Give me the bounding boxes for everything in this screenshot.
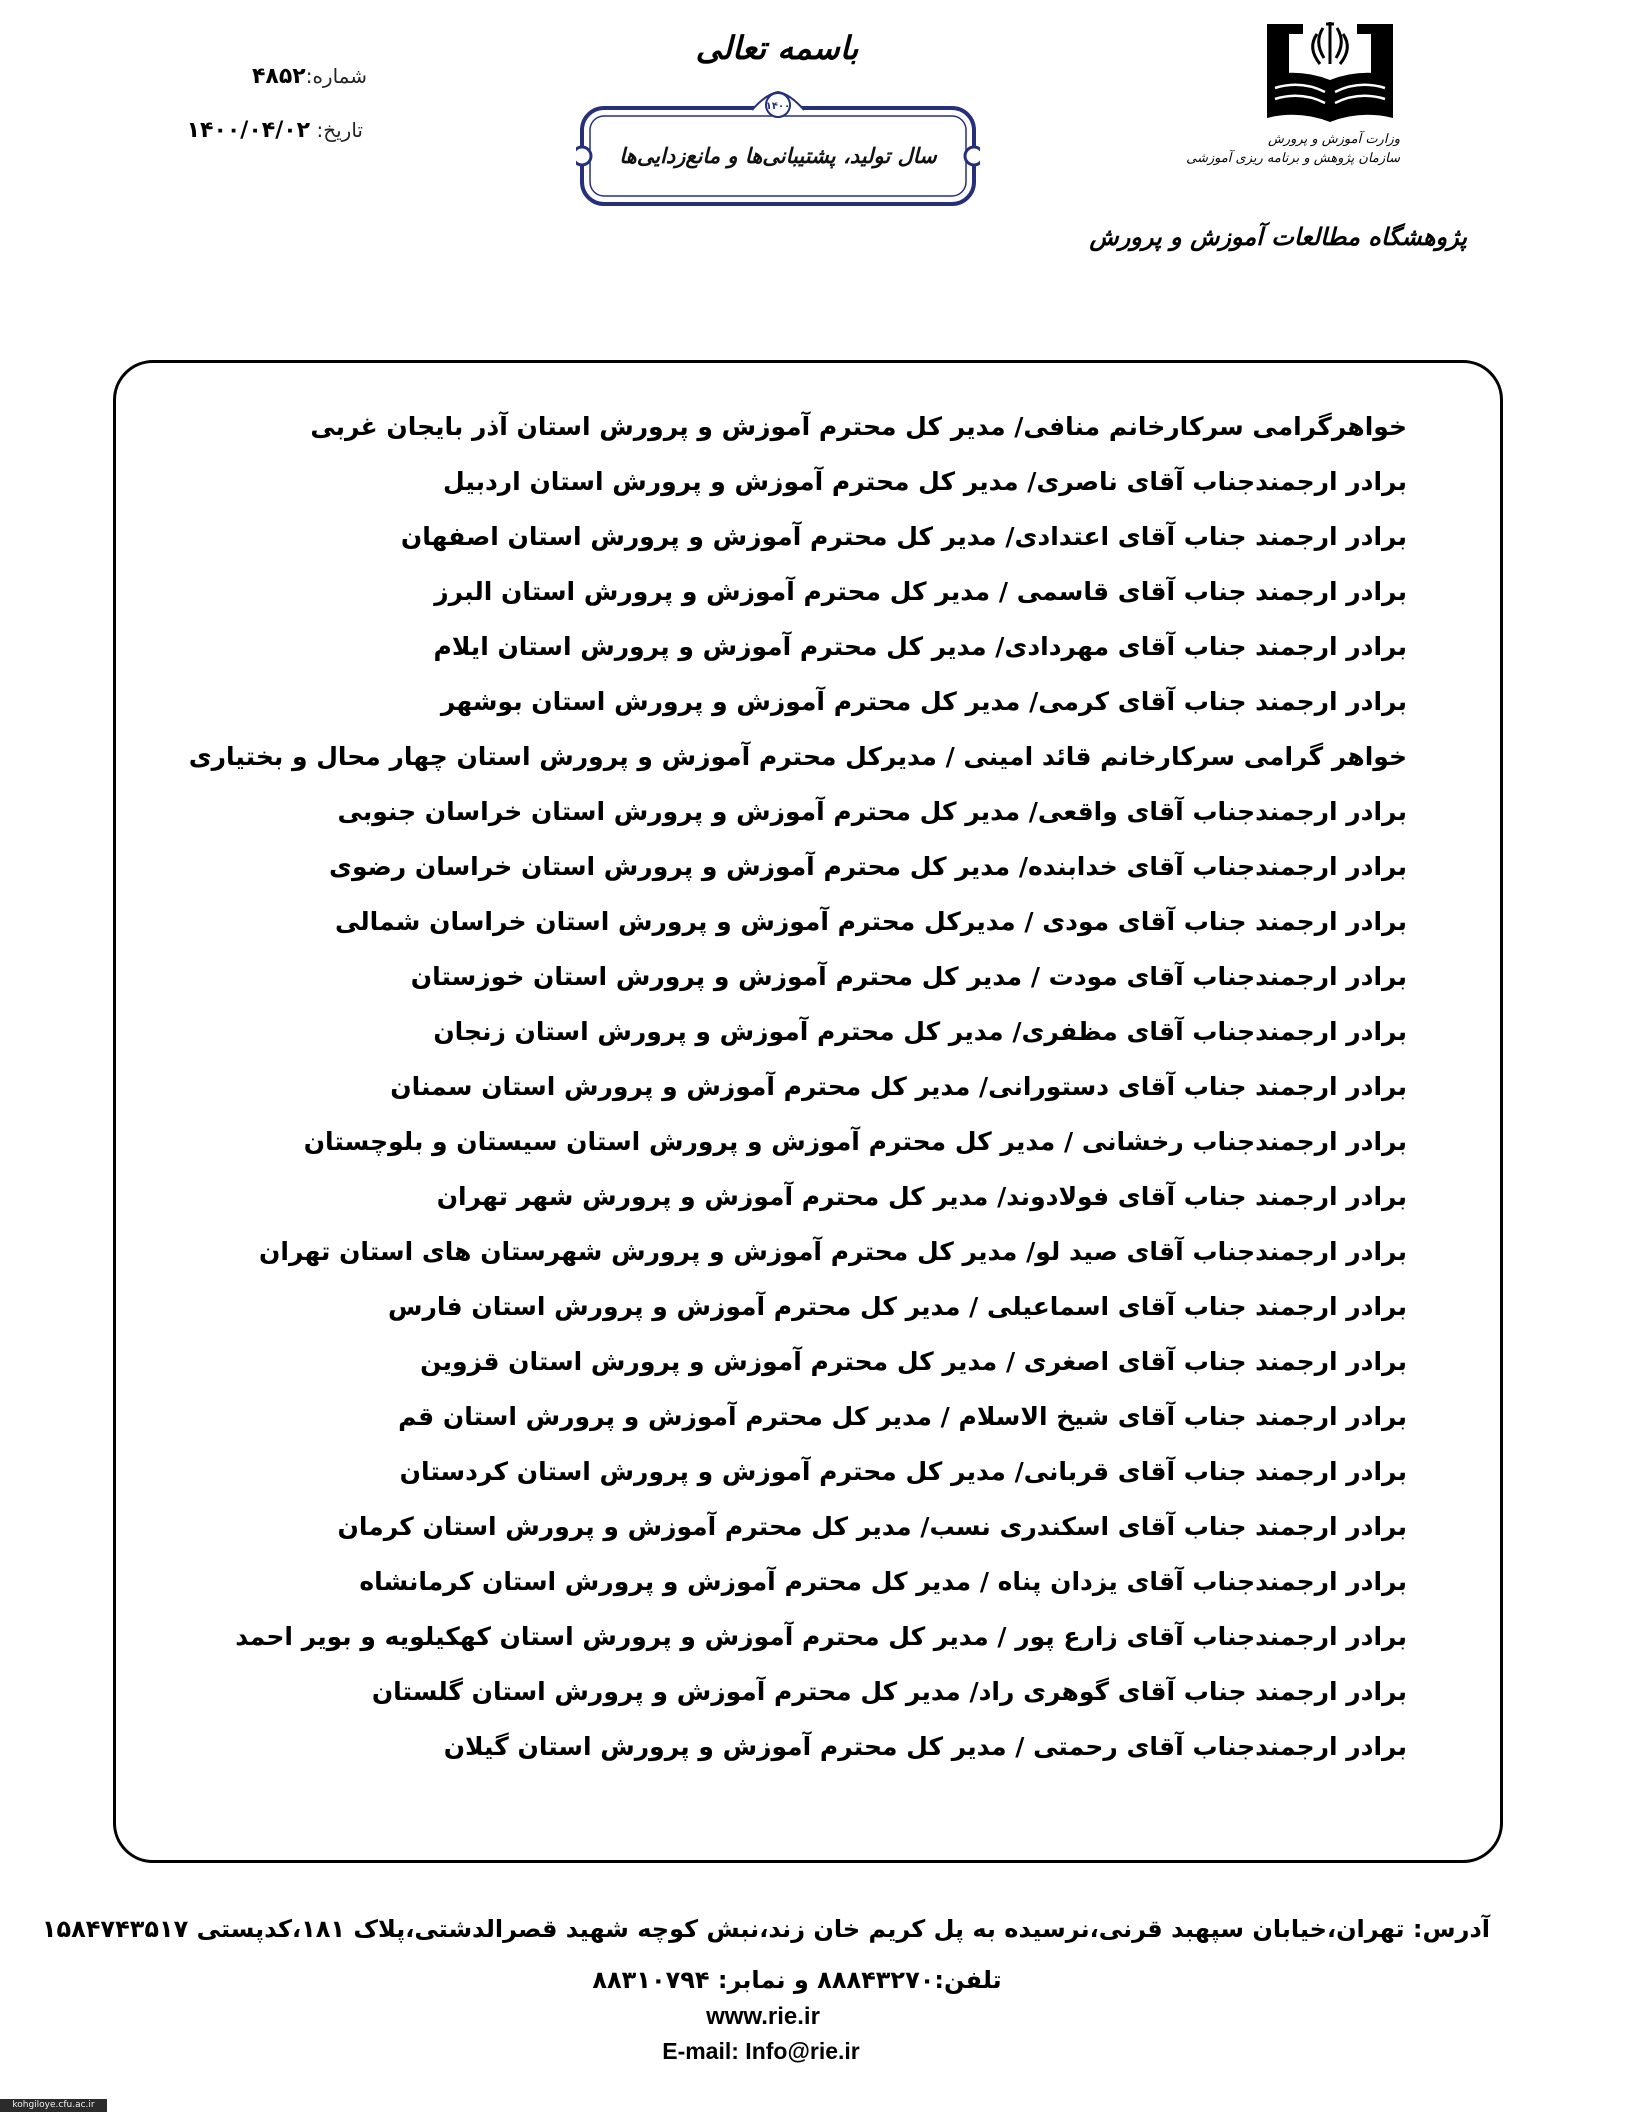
recipient-line: برادر ارجمندجناب آقای یزدان پناه / مدیر کل محترم آموزش و پرورش استان کرمانشاه bbox=[359, 1567, 1407, 1596]
ministry-caption bbox=[1186, 130, 1400, 168]
recipient-line: برادر ارجمند جناب آقای اعتدادی/ مدیر کل محترم آموزش و پرورش استان اصفهان bbox=[400, 522, 1407, 551]
footer-address: آدرس: تهران،خیابان سپهبد قرنی،نرسیده به پل کریم خان زند،نبش کوچه شهید قصرالدشتی،پلاک ۱۸۱،کدپستی ۱۵۸۴۷۴۳۵۱۷ bbox=[41, 1915, 1490, 1943]
footer-website: www.rie.ir bbox=[706, 2003, 820, 2030]
letter-date-label: تاریخ: bbox=[316, 118, 363, 142]
bismillah-heading: باسمه تعالی bbox=[695, 29, 859, 67]
watermark: kohgiloye.cfu.ac.ir bbox=[0, 2099, 107, 2112]
recipient-line: برادر ارجمند جناب آقای دستورانی/ مدیر کل محترم آموزش و پرورش استان سمنان bbox=[390, 1072, 1407, 1101]
recipient-line: برادر ارجمندجناب آقای رحمتی / مدیر کل محترم آموزش و پرورش استان گیلان bbox=[443, 1732, 1407, 1761]
recipient-line: برادر ارجمند جناب آقای اسکندری نسب/ مدیر کل محترم آموزش و پرورش استان کرمان bbox=[337, 1512, 1407, 1541]
recipient-line: برادر ارجمند جناب آقای کرمی/ مدیر کل محترم آموزش و پرورش استان بوشهر bbox=[440, 687, 1407, 716]
letter-number-value: ۴۸۵۲ bbox=[251, 64, 306, 89]
footer-email: E-mail: Info@rie.ir bbox=[662, 2038, 860, 2064]
ministry-name: وزارت آموزش و پرورش bbox=[1267, 132, 1400, 147]
recipients-list bbox=[116, 363, 1500, 1774]
letter-date bbox=[187, 116, 363, 144]
ministry-logo bbox=[1267, 18, 1393, 122]
recipient-line: برادر ارجمند جناب آقای اصغری / مدیر کل محترم آموزش و پرورش استان قزوین bbox=[420, 1347, 1407, 1376]
logo-left-hook bbox=[1289, 24, 1303, 34]
banner-year-text: ۱۴۰۰ bbox=[765, 101, 791, 112]
letter-number-label: شماره: bbox=[305, 64, 367, 88]
institute-name: پژوهشگاه مطالعات آموزش و پرورش bbox=[1089, 223, 1467, 251]
recipient-line: برادر ارجمندجناب آقای مودت / مدیر کل محترم آموزش و پرورش استان خوزستان bbox=[410, 962, 1407, 991]
recipient-line: برادر ارجمندجناب رخشانی / مدیر کل محترم آموزش و پرورش استان سیستان و بلوچستان bbox=[303, 1127, 1407, 1156]
recipient-line: برادر ارجمند جناب آقای مودی / مدیرکل محترم آموزش و پرورش استان خراسان شمالی bbox=[334, 907, 1407, 936]
recipient-line: خواهر گرامی سرکارخانم قائد امینی / مدیرکل محترم آموزش و پرورش استان چهار محال و بختیاری bbox=[188, 742, 1407, 771]
recipient-line: برادر ارجمند جناب آقای اسماعیلی / مدیر کل محترم آموزش و پرورش استان فارس bbox=[388, 1292, 1407, 1321]
recipient-line: برادر ارجمندجناب آقای صید لو/ مدیر کل محترم آموزش و پرورش شهرستان های استان تهران bbox=[259, 1237, 1407, 1266]
ministry-logo-graphic bbox=[1267, 18, 1393, 122]
recipient-line: برادر ارجمند جناب آقای قربانی/ مدیر کل محترم آموزش و پرورش استان کردستان bbox=[399, 1457, 1407, 1486]
recipient-line: برادر ارجمند جناب آقای قاسمی / مدیر کل محترم آموزش و پرورش استان البرز bbox=[434, 577, 1407, 606]
recipient-line: خواهرگرامی سرکارخانم منافی/ مدیر کل محترم آموزش و پرورش استان آذر بایجان غربی bbox=[310, 412, 1407, 441]
banner-left-ornament bbox=[576, 147, 591, 165]
letter-date-value: ۱۴۰۰/۰۴/۰۲ bbox=[186, 118, 311, 143]
recipient-line: برادر ارجمندجناب آقای زارع پور / مدیر کل محترم آموزش و پرورش استان کهکیلویه و بویر احمد bbox=[235, 1622, 1407, 1651]
ministry-emblem-icon bbox=[1313, 22, 1348, 64]
letter-number bbox=[252, 62, 367, 90]
recipients-box bbox=[113, 360, 1503, 1863]
banner-right-ornament bbox=[965, 147, 980, 165]
logo-right-hook bbox=[1357, 24, 1371, 34]
recipient-line: برادر ارجمند جناب آقای گوهری راد/ مدیر کل محترم آموزش و پرورش استان گلستان bbox=[371, 1677, 1407, 1706]
slogan-banner bbox=[576, 90, 980, 208]
recipient-line: برادر ارجمند جناب آقای فولادوند/ مدیر کل محترم آموزش و پرورش شهر تهران bbox=[436, 1182, 1407, 1211]
recipient-line: برادر ارجمند جناب آقای مهردادی/ مدیر کل محترم آموزش و پرورش استان ایلام bbox=[433, 632, 1407, 661]
recipient-line: برادر ارجمندجناب آقای خدابنده/ مدیر کل محترم آموزش و پرورش استان خراسان رضوی bbox=[329, 852, 1407, 881]
recipient-line: برادر ارجمندجناب آقای مظفری/ مدیر کل محترم آموزش و پرورش استان زنجان bbox=[433, 1017, 1407, 1046]
footer-phone: تلفن:۸۸۸۴۳۲۷۰ و نمابر: ۸۸۳۱۰۷۹۴ bbox=[592, 1966, 1002, 1994]
recipient-line: برادر ارجمند جناب آقای شیخ الاسلام / مدیر کل محترم آموزش و پرورش استان قم bbox=[398, 1402, 1407, 1431]
recipient-line: برادر ارجمندجناب آقای واقعی/ مدیر کل محترم آموزش و پرورش استان خراسان جنوبی bbox=[337, 797, 1407, 826]
organization-name: سازمان پژوهش و برنامه ریزی آموزشی bbox=[1186, 151, 1400, 166]
slogan-text: سال تولید، پشتیبانی‌ها و مانع‌زدایی‌ها bbox=[619, 144, 937, 168]
recipient-line: برادر ارجمندجناب آقای ناصری/ مدیر کل محترم آموزش و پرورش استان اردبیل bbox=[443, 467, 1407, 496]
